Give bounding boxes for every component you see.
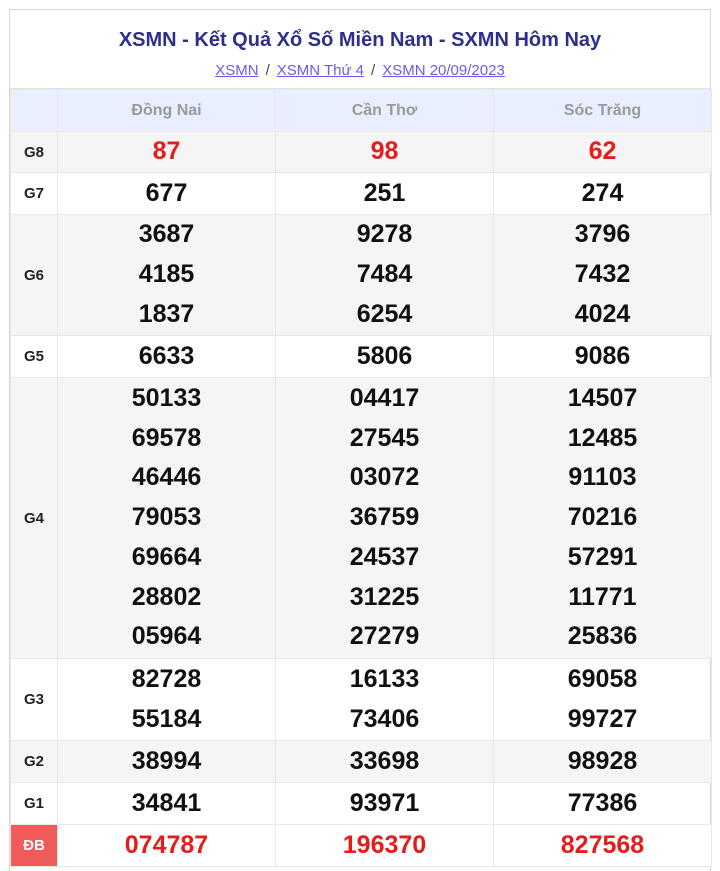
breadcrumb-link-xsmn[interactable]: XSMN [215,62,259,79]
province-header[interactable]: Sóc Trăng [494,90,712,132]
result-number: 12485 [567,423,638,452]
prize-cell [494,132,712,173]
result-number: 677 [145,178,188,207]
result-number: 62 [588,137,617,166]
result-number: 14507 [567,384,638,413]
prize-cell [494,215,712,336]
page-title: XSMN - Kết Quả Xổ Số Miền Nam - SXMN Hôm Nay [118,29,602,51]
result-number: 274 [581,178,624,207]
result-number: 03072 [349,463,420,492]
result-number: 50133 [131,384,202,413]
prize-row [11,378,712,659]
result-number: 31225 [349,582,420,611]
prize-row [11,825,712,867]
prize-cell [276,783,494,825]
result-number: 9086 [574,341,631,370]
prize-cell [58,659,276,741]
province-header[interactable]: Đồng Nai [58,90,276,132]
result-number: 4024 [574,299,631,328]
result-panel [9,9,711,871]
prize-cell [494,825,712,867]
result-number: 38994 [131,746,202,775]
prize-cell [58,783,276,825]
header-corner [11,90,58,132]
result-number: 05964 [131,622,202,651]
prize-cell [58,215,276,336]
result-number: 79053 [131,503,202,532]
result-number: 074787 [124,830,209,859]
prize-cell [494,378,712,659]
result-number: 73406 [349,704,420,733]
result-number: 34841 [131,788,202,817]
result-number: 7484 [356,260,413,289]
prize-row [11,741,712,783]
prize-cell [58,825,276,867]
prize-row [11,336,712,378]
prize-rows [11,132,712,867]
prize-cell [494,336,712,378]
result-number: 70216 [567,503,638,532]
prize-cell [58,173,276,215]
province-header[interactable]: Cần Thơ [276,90,494,132]
prize-row [11,173,712,215]
prize-cell [276,215,494,336]
result-number: 93971 [349,788,420,817]
prize-cell [58,378,276,659]
result-number: 4185 [138,260,195,289]
result-number: 11771 [568,582,637,611]
prize-cell [58,741,276,783]
prize-row [11,659,712,741]
result-number: 55184 [131,704,202,733]
prize-label: G1 [11,783,58,825]
result-number: 33698 [349,746,420,775]
result-number: 3687 [138,220,195,249]
prize-label: G6 [11,215,58,336]
panel-header [10,10,710,89]
breadcrumb [10,62,710,80]
prize-cell [276,378,494,659]
result-number: 9278 [356,220,413,249]
result-number: 98 [370,137,399,166]
prize-row [11,132,712,173]
result-number: 25836 [567,622,638,651]
result-number: 827568 [560,830,645,859]
result-number: 3796 [574,220,631,249]
result-number: 28802 [131,582,202,611]
result-number: 77386 [567,788,638,817]
result-number: 91103 [568,463,637,492]
result-number: 5806 [356,341,413,370]
prize-label: G7 [11,173,58,215]
result-number: 251 [363,178,406,207]
prize-label: G2 [11,741,58,783]
prize-label: G5 [11,336,58,378]
prize-cell [276,741,494,783]
result-number: 99727 [567,704,638,733]
prize-label: G4 [11,378,58,659]
result-number: 16133 [349,664,420,693]
result-number: 6633 [138,341,195,370]
prize-cell [276,173,494,215]
prize-cell [494,783,712,825]
result-number: 69058 [567,664,638,693]
result-number: 69664 [131,542,202,571]
prize-label: G8 [11,132,58,173]
prize-cell [276,336,494,378]
prize-row [11,215,712,336]
prize-row [11,783,712,825]
prize-label: ĐB [11,825,58,867]
prize-cell [494,173,712,215]
result-number: 57291 [567,542,638,571]
breadcrumb-separator: / [265,62,270,79]
breadcrumb-link-date[interactable]: XSMN 20/09/2023 [382,62,505,79]
result-number: 69578 [131,423,202,452]
result-number: 46446 [131,463,202,492]
prize-cell [58,336,276,378]
result-number: 98928 [567,746,638,775]
breadcrumb-separator: / [371,62,376,79]
prize-cell [58,132,276,173]
prize-cell [276,825,494,867]
result-number: 27545 [349,423,420,452]
result-number: 82728 [131,664,202,693]
results-table [10,89,712,867]
result-number: 04417 [349,384,420,413]
result-number: 7432 [574,260,631,289]
prize-cell [494,659,712,741]
prize-cell [276,659,494,741]
prize-cell [276,132,494,173]
result-number: 6254 [356,299,413,328]
result-number: 196370 [342,830,427,859]
province-header-row [11,90,712,132]
breadcrumb-link-weekday[interactable]: XSMN Thứ 4 [276,62,365,79]
prize-label: G3 [11,659,58,741]
result-number: 87 [152,137,181,166]
result-number: 27279 [349,622,420,651]
prize-cell [494,741,712,783]
result-number: 1837 [138,299,195,328]
result-number: 24537 [349,542,420,571]
result-number: 36759 [349,503,420,532]
